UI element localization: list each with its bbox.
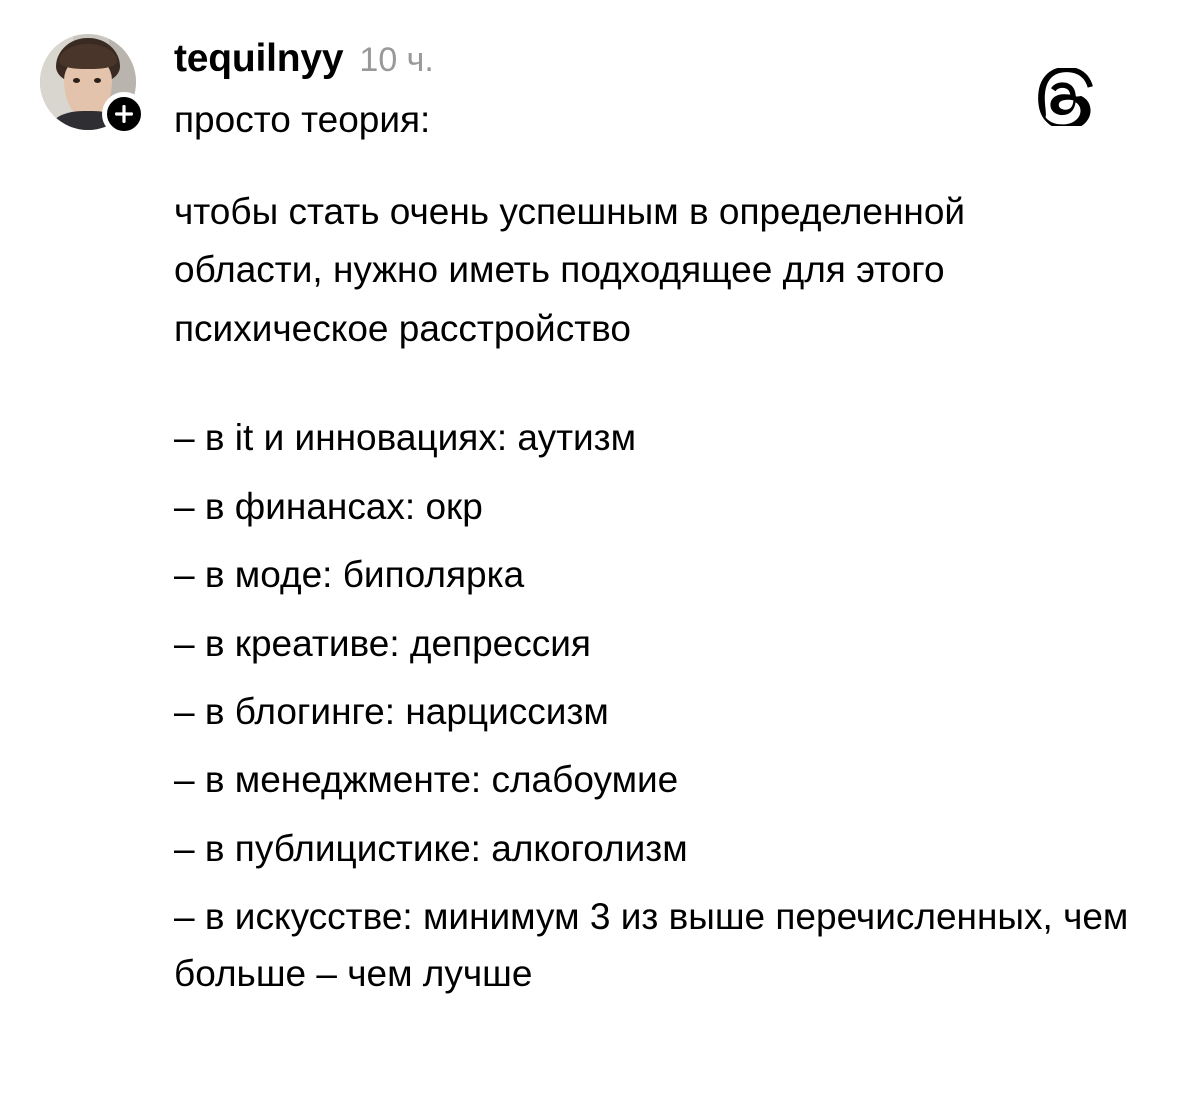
avatar-container[interactable]	[40, 34, 136, 130]
post-header	[40, 34, 1139, 145]
list-item: – в публицистике: алкоголизм	[174, 827, 688, 869]
avatar-eye-left	[73, 78, 80, 83]
post-intro: просто теория:	[174, 99, 431, 141]
list-item: – в искусстве: минимум 3 из выше перечисленных, чем больше – чем лучше	[174, 896, 1139, 994]
list-item: – в блогинге: нарциссизм	[174, 690, 609, 732]
timestamp: 10 ч.	[359, 41, 434, 79]
post-paragraph: чтобы стать очень успешным в определенной области, нужно иметь подходящее для этого психическое расстройство	[174, 190, 966, 349]
name-line	[174, 36, 1139, 82]
avatar-eye-right	[94, 78, 101, 83]
list-item: – в финансах: окр	[174, 485, 483, 527]
list-item: – в моде: биполярка	[174, 554, 525, 596]
post-list	[174, 404, 1139, 1002]
list-item: – в креативе: депрессия	[174, 622, 591, 664]
threads-logo-icon[interactable]	[1037, 68, 1095, 126]
username[interactable]: tequilnyy	[174, 37, 344, 80]
plus-icon[interactable]	[102, 92, 146, 136]
list-item: – в it и инновациях: аутизм	[174, 417, 637, 459]
post-header-text	[174, 34, 1139, 145]
list-item: – в менеджменте: слабоумие	[174, 759, 679, 801]
post-body	[174, 183, 1139, 1002]
